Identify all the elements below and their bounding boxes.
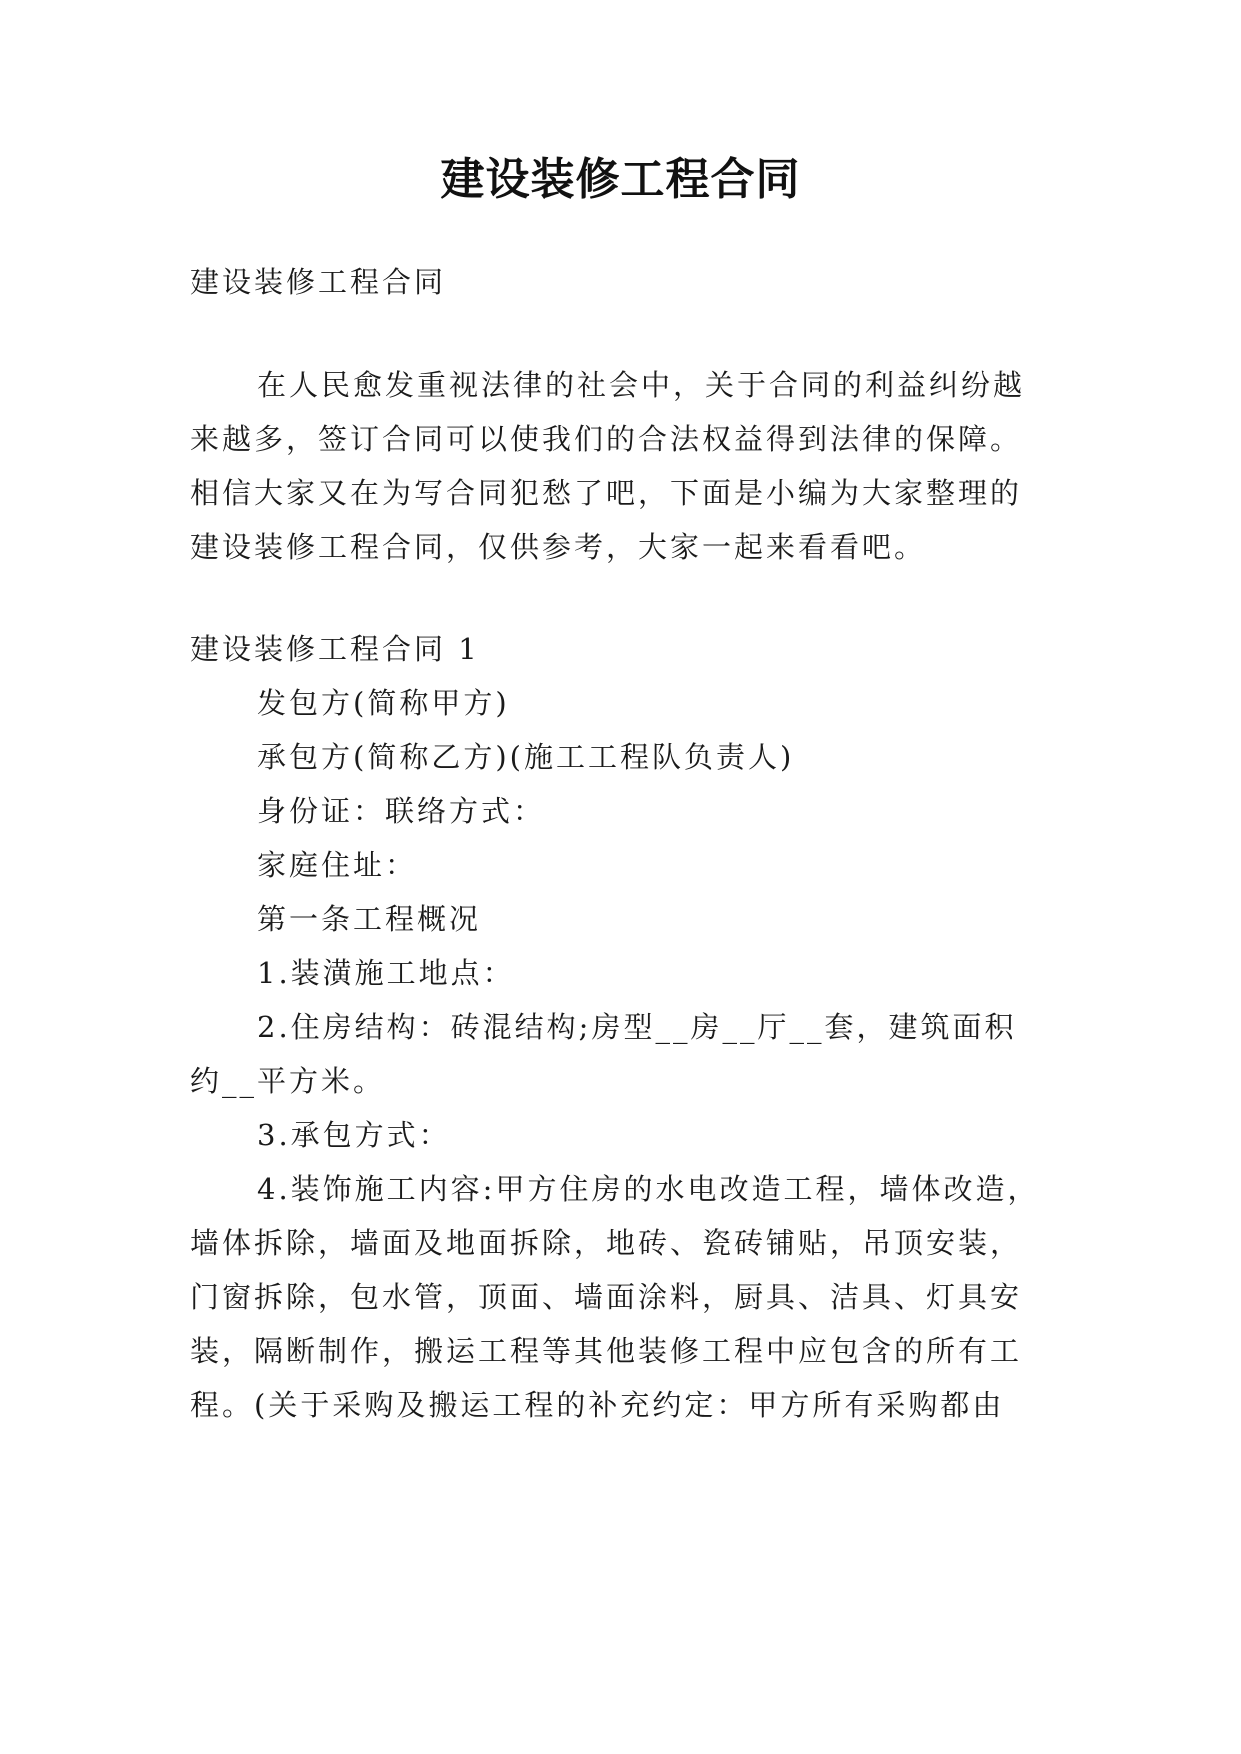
party-b-line: 承包方(简称乙方)(施工工程队负责人)	[257, 740, 795, 774]
subtitle-line: 建设装修工程合同	[190, 265, 447, 299]
section-heading: 建设装修工程合同 1	[190, 632, 480, 666]
intro-line-1: 在人民愈发重视法律的社会中，关于合同的利益纠纷越	[257, 368, 1026, 402]
clause-2-line-1: 2.住房结构：砖混结构;房型__房__厅__套，建筑面积	[257, 1010, 1017, 1044]
clause-4-line-1: 4.装饰施工内容:甲方住房的水电改造工程，墙体改造，	[257, 1172, 1040, 1206]
clause-3-line: 3.承包方式：	[257, 1118, 451, 1152]
intro-line-3: 相信大家又在为写合同犯愁了吧，下面是小编为大家整理的	[190, 476, 1023, 510]
party-a-line: 发包方(简称甲方)	[257, 686, 510, 720]
id-contact-line: 身份证：联络方式：	[257, 794, 546, 828]
clause-4-line-4: 装，隔断制作，搬运工程等其他装修工程中应包含的所有工	[190, 1334, 1023, 1368]
article-1-heading: 第一条工程概况	[257, 902, 482, 936]
intro-line-4: 建设装修工程合同，仅供参考，大家一起来看看吧。	[190, 530, 927, 564]
clause-4-line-2: 墙体拆除，墙面及地面拆除，地砖、瓷砖铺贴，吊顶安装，	[190, 1226, 1023, 1260]
address-line: 家庭住址：	[257, 848, 418, 882]
clause-4-line-5: 程。(关于采购及搬运工程的补充约定：甲方所有采购都由	[190, 1388, 1005, 1422]
clause-4-line-3: 门窗拆除，包水管，顶面、墙面涂料，厨具、洁具、灯具安	[190, 1280, 1023, 1314]
clause-2-line-2: 约__平方米。	[190, 1064, 386, 1098]
document-title: 建设装修工程合同	[440, 154, 801, 205]
clause-1-line: 1.装潢施工地点：	[257, 956, 515, 990]
intro-line-2: 来越多，签订合同可以使我们的合法权益得到法律的保障。	[190, 422, 1023, 456]
